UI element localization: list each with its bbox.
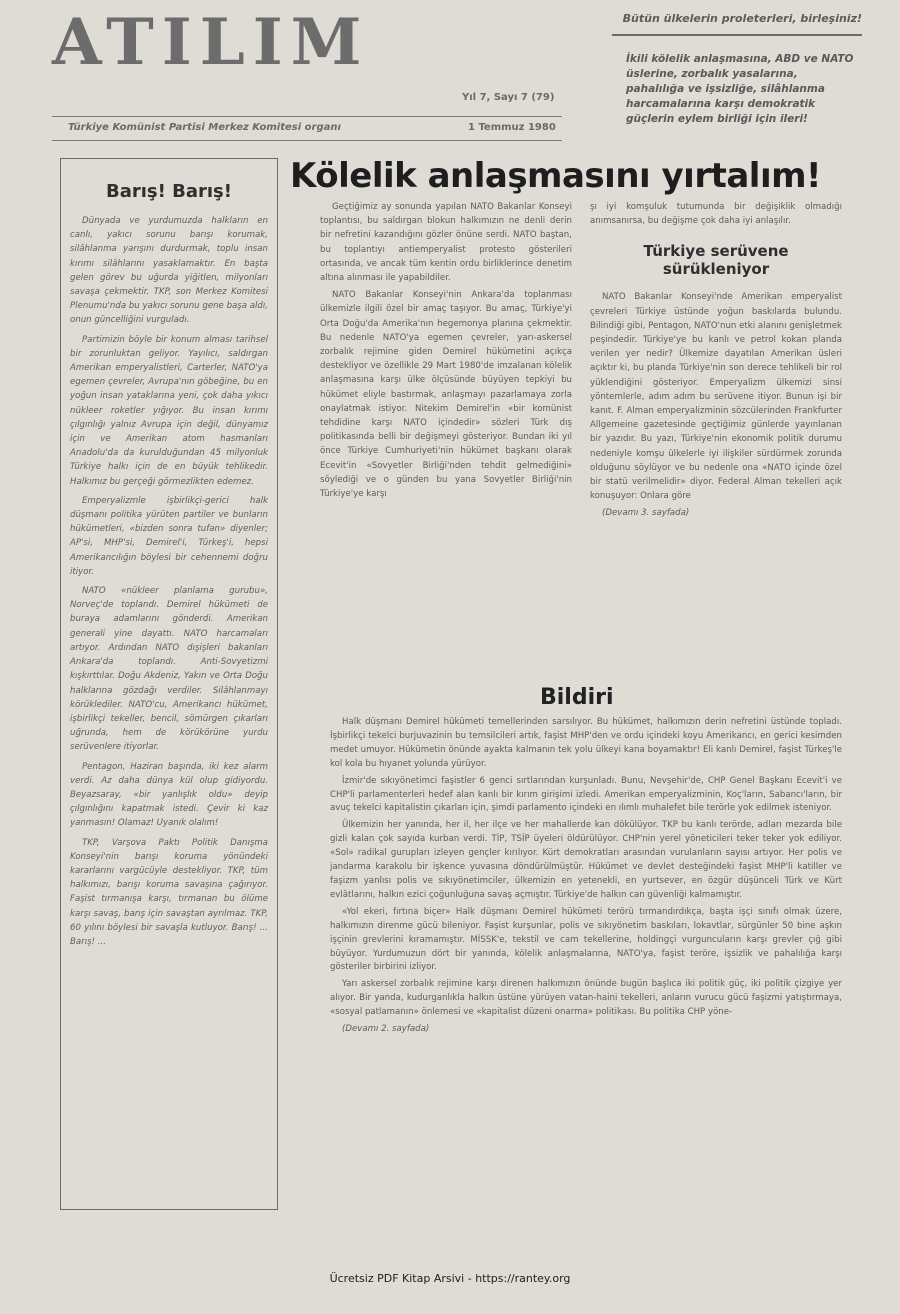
masthead xyxy=(52,5,862,148)
bildiri-paragraph: İzmir'de sıkıyönetimci faşistler 6 genci sırtlarından kurşunladı. Bunu, Nevşehir'de, CHP Genel Başkanı Ecevit'i ve CHP'li parlamenterleri hedef alan kanlı bir kırım girişimi izledi. Amerikan emperyalizminin, Koç'ların, Sabancı'ların, bir avuç tekelci kapitalistin çıkarları için, şimdi parlamento içindeki en ılımlı muhalefet bile terörle yok edilmek isteniyor. xyxy=(330,775,842,814)
article-paragraph: NATO Bakanlar Konseyi'nin Ankara'da toplanması ülkemizle ilgili özel bir amaç taşıyor. Bu amaç, Türkiye'yi Orta Doğu'da Amerika'nın hegemonya planına çekmektir. Bu nedenle NATO'ya egemen çevreler, yarı-askersel zorbalık rejimine giden Demirel hükümetini açıkça destekliyor ve özellikle 29 Mart 1980'de imzalanan kölelik anlaşmasına karşı ülke ölçüsünde büyüyen tepkiyi bu hükümet eliyle bastırmak, anlaşmayı pazarlamaya zorla onaylatmak istiyor. Nitekim Demirel'in «bir komünist tehdidine karşı NATO içindedir» sözleri Türk dış politikasında belli bir değişmeyi gösteriyor. Bundan iki yıl önce Türkiye Cumhuriyeti'nin hükümet başkanı olarak Ecevit'in «Sovyetler Birliği'nden tehdit gelmediğini» söylediği ve o günden bu yana Sovyetler Birliği'nin Türkiye'ye karşı xyxy=(320,290,572,500)
article-paragraph: şı iyi komşuluk tutumunda bir değişiklik olmadığı anımsanırsa, bu değişme çok daha iyi anlaşılır. xyxy=(590,202,842,227)
side-paragraph: NATO «nükleer planlama gurubu», Norveç'de toplandı. Demirel hükümeti de buraya adamlarını gönderdi. Amerikan generali yine dayattı. NATO harcamaları artıyor. Ardından NATO dışişleri bakanları Ankara'da toplandı. Anti-Sovyetizmi kışkırttılar. Doğu Akdeniz, Yakın ve Orta Doğu halklarına gözdağı verdiler. Silâhlanmayı körüklediler. NATO'cu, Amerikancı hükümet, işbirlikçi tekeller, bencil, sömürgen çıkarları uğrunda, hem de körükörüne yurdu serüvenlere itiyorlar. xyxy=(70,586,268,753)
bildiri-title: Bildiri xyxy=(540,685,614,710)
bildiri-article xyxy=(330,716,842,1256)
newspaper-logo: ATILIM xyxy=(52,5,370,80)
bildiri-paragraph: Yarı askersel zorbalık rejimine karşı direnen halkımızın önünde bugün başlıca iki politik güç, iki politik çizgiye yer alıyor. Bir yanda, kudurganlıkla halkın üstüne yürüyen vatan-haini tekelleri, anların vurucu gücü faşizmi yatıştırmaya, «sosyal patlamanın» önlemesi ve «kapitalist düzeni onarma» politikası. Bu politika CHP yöne- xyxy=(330,979,842,1018)
masthead-bottom-divider xyxy=(52,140,562,141)
article-subheading: Türkiye serüvene sürükleniyor xyxy=(643,242,789,279)
organ-line: Türkiye Komünist Partisi Merkez Komitesi organı xyxy=(68,122,341,133)
main-headline: Kölelik anlaşmasını yırtalım! xyxy=(290,156,822,196)
continued-note: (Devamı 2. sayfada) xyxy=(342,1024,430,1035)
slogan: Bütün ülkelerin proleterleri, birleşiniz! xyxy=(622,12,862,25)
side-paragraph: TKP, Varşova Paktı Politik Danışma Konseyi'nin barışı koruma yönündeki kararlarını vargücüyle destekliyor. TKP, tüm halkımızı, barışı koruma savaşına çağırıyor. Faşist tırmanışa karşı, tırmanan bu ölüme karşı savaş, barış için savaştan ayrılmaz. TKP, 60 yılını böylesi bir savaşla kutluyor. Barış! ... Barış! ... xyxy=(70,837,268,947)
issue-number: Yıl 7, Sayı 7 (79) xyxy=(462,92,555,103)
article-paragraph: Geçtiğimiz ay sonunda yapılan NATO Bakanlar Konseyi toplantısı, bu saldırgan blokun halkımızın ne denli derin bir nefretini kazandığını gözler önüne serdi. NATO baştan, bu toplantıyı antiemperyalist protesto gösterileri ortasında, ve ancak tüm kentin ordu birliklerince denetim altına alınması ile yapabildiler. xyxy=(320,202,572,284)
article-paragraph: NATO Bakanlar Konseyi'nde Amerikan emperyalist çevreleri Türkiye üstünde yoğun baskılarda bulundu. Bilindiği gibi, Pentagon, NATO'nun etki alanını genişletmek peşindedir. Türkiye'ye bu kanlı ve petrol kokan planda verilen yer nedir? Ülkemize dayatılan Amerikan üsleri açıktır ki, bu planda Türkiye'nin son derece tehlikeli bir rol yüklendiğini gösteriyor. Emperyalizm ülkemizi sinsi yöntemlerle, adım adım bu serüvene itiyor. Bunun işi bir kanıt. F. Alman emperyalizminin sözcülerinden Frankfurter Allgemeine gazetesinde geçtiğimiz günlerde yayınlanan bir yazıdır. Bu yazı, Türkiye'nin ekonomik politik durumu nedeniyle komşu ülkelerle iyi ilişkiler sürdürmek zorunda olduğunu söylüyor ve bu nedenle ona «NATO içinde özel bir statü verilmelidir» diyor. Federal Alman tekelleri açık konuşuyor: Onlara göre xyxy=(590,292,842,502)
bildiri-paragraph: «Yol ekeri, fırtına biçer» Halk düşmanı Demirel hükümeti terörü tırmandırdıkça, başta işçi sınıfı olmak üzere, halkımızın direnme gücü bileniyor. Faşist kurşunlar, polis ve sıkıyönetim baskıları, lokavtlar, sürgünler 50 bine aşkın işçinin grevlerini kıramamıştır. MİSSK'e, tekstil ve cam tekellerine, holdingçi vurguncuların karşı grevler çığ gibi büyüyor. Yurdumuzun dört bir yanında, kölelik anlaşmalarına, NATO'ya, faşist teröre, işsizlik ve pahalılığa karşı gösteriler birbirini izliyor. xyxy=(330,906,842,973)
bildiri-paragraph: Ülkemizin her yanında, her il, her ilçe ve her mahallerde kan dökülüyor. TKP bu kanlı terörde, adları mezarda bile gizli kalan çok sayıda kurban verdi. TİP, TSİP üyeleri öldürülüyor. CHP'nin yerel yöneticileri teker teker yok ediliyor. «Sol» radikal gurupları izleyen gençler kırılıyor. Kürt demokratları arasından vurulanların sayısı artıyor. Her polis ve jandarma karakolu bir işkence yuvasına döndürülmüştür. Hükümet ve devlet desteğindeki faşist MHP'li katiller ve faşizm yanlısı polis ve sıkıyönetimciler, ülkemizin en yetenekli, en yurtsever, en özgür düşünceli Türk ve Kürt evlâtlarını, halkın ezici çoğunluğuna savaş açmıştır. Türkiye'de halkın can güvenliği kalmamıştır. xyxy=(330,820,842,900)
side-article-box xyxy=(60,158,278,1210)
main-article-column-2 xyxy=(590,200,842,675)
continued-note: (Devamı 3. sayfada) xyxy=(602,508,690,519)
side-paragraph: Emperyalizmle işbirlikçi-gerici halk düşmanı politika yürüten partiler ve bunların hükümetleri, «bizden sonra tufan» diyenler; AP'si, MHP'si, Demirel'i, Türkeş'i, hepsi Amerikancılığın böylesi bir cehennemi doğru itiyor. xyxy=(70,495,268,577)
side-article-title: Barış! Barış! xyxy=(106,181,232,202)
side-paragraph: Partimizin böyle bir konum alması tarihsel bir zorunluktan geliyor. Yayılıcı, saldırgan Amerikan emperyalistleri, Carterler, NATO'ya egemen çevreler, Avrupa'nın göbeğine, bu en yoğun insan yataklarına yeni, çok daha yıkıcı nükleer roketler yığıyor. Bu insan kırımı çılgınlığı yalnız Avrupa için değil, dünyamız için ve Amerikan atom hasmanları Anadolu'da da kurulduğundan 45 milyonluk Türkiye halkı için de en büyük tehlikedir. Halkımız bu gerçeği görmezlikten edemez. xyxy=(70,334,268,487)
archive-footer: Ücretsiz PDF Kitap Arsivi - https://rantey.org xyxy=(329,1272,571,1285)
tagline: İkili kölelik anlaşmasına, ABD ve NATO üslerine, zorbalık yasalarına, pahalılığa ve işsizliğe, silâhlanma harcamalarına karşı demokratik güçlerin eylem birliği için ileri! xyxy=(626,53,854,125)
masthead-divider xyxy=(52,116,562,117)
slogan-divider xyxy=(612,34,862,36)
side-paragraph: Pentagon, Haziran başında, iki kez alarm verdi. Az daha dünya kül olup gidiyordu. Beyazsaray, «bir yanlışlık oldu» deyip çılgınlığını kapatmak istedi. Çevir ki kaz yanmasın! Olamaz! Uyanık olalım! xyxy=(70,761,268,829)
bildiri-paragraph: Halk düşmanı Demirel hükümeti temellerinden sarsılıyor. Bu hükümet, halkımızın derin nefretini üstünde topladı. İşbirlikçi tekelci burjuvazinin bu temsilcileri artık, faşist MHP'den ve ordu içindeki koyu Amerikancı, en gerici kesimden medet umuyor. Hükümetin önünde ayakta kalmanın tek yolu ülkeyi kana boyamaktır! Eli kanlı Demirel, faşist Türkeş'le kol kola bu hıyanet yolunda yürüyor. xyxy=(330,717,842,769)
main-article-column-1 xyxy=(320,200,572,675)
issue-date: 1 Temmuz 1980 xyxy=(468,122,556,133)
side-paragraph: Dünyada ve yurdumuzda halkların en canlı, yakıcı sorunu barışı korumak, silâhlanma yarışını durdurmak, toplu insan kırımı silâhlarını yasaklamaktır. En başta gelen görev bu uğurda yiğitlen, milyonları savaşa çekmektir. TKP, son Merkez Komitesi Plenumu'nda bu yakıcı sorunu gene başa aldı, onun güncelliğini vurguladı. xyxy=(70,216,268,326)
